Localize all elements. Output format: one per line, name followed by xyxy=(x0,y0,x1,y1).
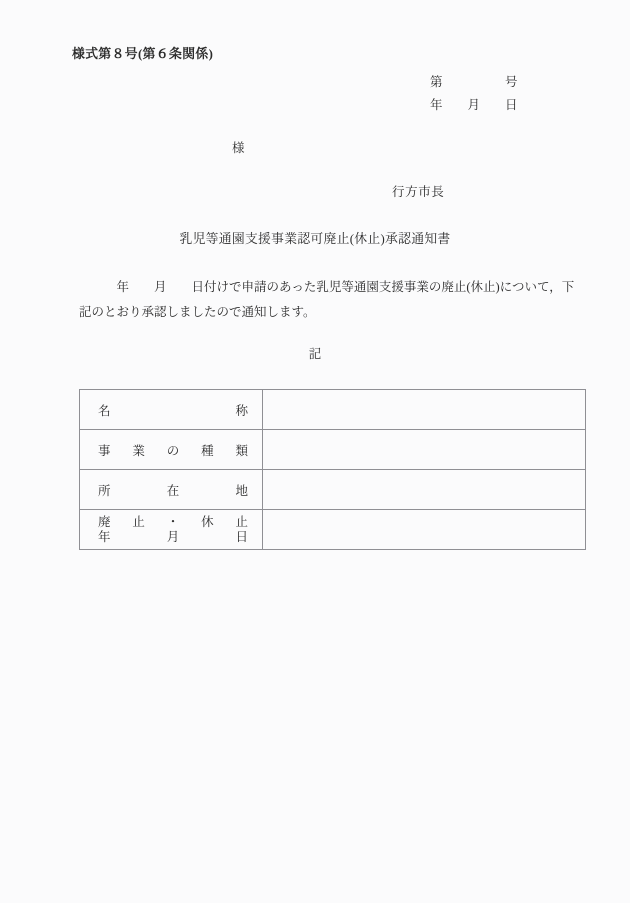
table-row xyxy=(80,390,586,430)
document-number-line: 第 号 xyxy=(430,75,518,89)
label-line xyxy=(98,515,248,530)
row-value-cell[interactable] xyxy=(263,430,586,470)
label-char: 休 xyxy=(201,514,214,529)
table-row xyxy=(80,470,586,510)
details-table-body xyxy=(80,390,586,550)
row-label-cell xyxy=(80,470,263,510)
label-char: ・ xyxy=(166,514,180,529)
label-char: 止 xyxy=(235,514,248,529)
row-label-multiline xyxy=(98,514,248,546)
label-line xyxy=(98,401,248,419)
label-char: 在 xyxy=(166,483,180,498)
addressee-line: 様 xyxy=(232,141,245,155)
label-char: 類 xyxy=(235,443,248,458)
ki-marker: 記 xyxy=(308,347,322,361)
label-char: 名 xyxy=(98,403,111,418)
form-number: 様式第８号(第６条関係) xyxy=(72,47,214,61)
table-row xyxy=(80,510,586,550)
label-char: 種 xyxy=(201,443,214,458)
document-title: 乳児等通園支援事業認可廃止(休止)承認通知書 xyxy=(179,232,451,246)
details-table xyxy=(79,389,586,550)
label-char: の xyxy=(166,443,180,458)
body-line-1: 年 月 日付けで申請のあった乳児等通園支援事業の廃止(休止)について，下 xyxy=(79,280,575,294)
label-char: 年 xyxy=(98,529,111,544)
issuer-name: 行方市長 xyxy=(392,185,445,199)
document-meta-block xyxy=(430,71,560,117)
body-paragraph xyxy=(79,275,575,325)
row-label-cell xyxy=(80,510,263,550)
label-char: 事 xyxy=(98,443,111,458)
body-line-2: 記のとおり承認しましたので通知します。 xyxy=(79,305,316,319)
row-value-cell[interactable] xyxy=(263,390,586,430)
row-label-cell xyxy=(80,390,263,430)
label-char: 止 xyxy=(132,514,145,529)
label-char: 廃 xyxy=(98,514,111,529)
row-value-cell[interactable] xyxy=(263,510,586,550)
label-char: 称 xyxy=(235,403,248,418)
label-char: 日 xyxy=(235,529,248,544)
table-row xyxy=(80,430,586,470)
label-line xyxy=(98,481,248,499)
label-char: 業 xyxy=(132,443,145,458)
row-value-cell[interactable] xyxy=(263,470,586,510)
label-char: 月 xyxy=(166,529,180,544)
row-label-cell xyxy=(80,430,263,470)
label-line xyxy=(98,530,248,545)
document-date-line: 年 月 日 xyxy=(430,98,518,112)
label-char: 所 xyxy=(98,483,111,498)
label-line xyxy=(98,441,248,459)
label-char: 地 xyxy=(235,483,248,498)
